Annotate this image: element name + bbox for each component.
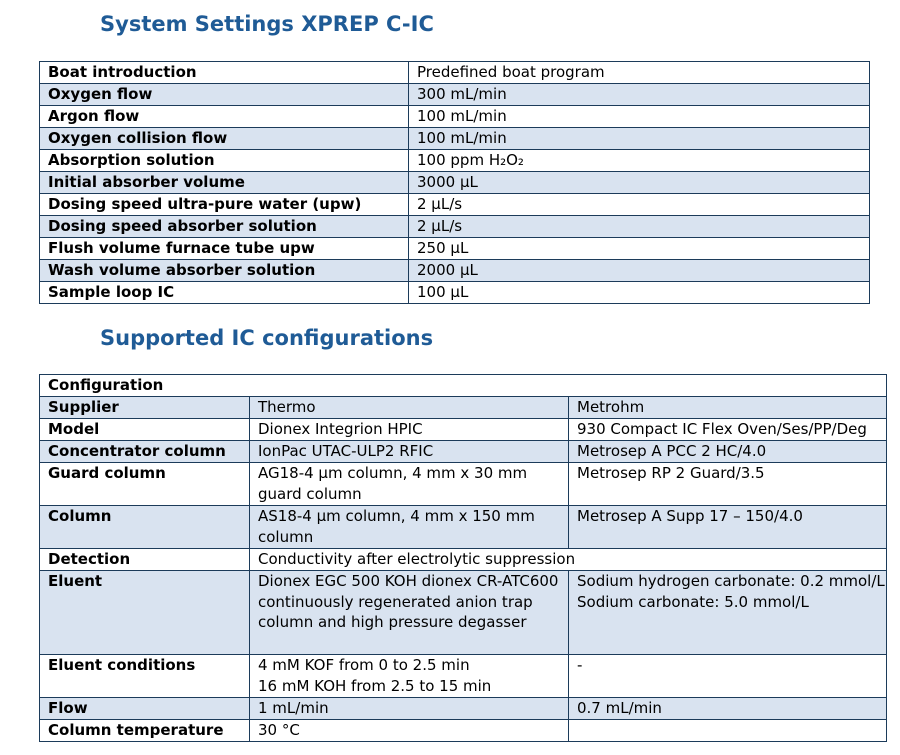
shared-value: Conductivity after electrolytic suppression — [250, 549, 887, 571]
table-row — [40, 150, 870, 172]
thermo-value: 30 °C — [250, 720, 569, 742]
config-label: Eluent conditions — [40, 655, 250, 698]
setting-label: Dosing speed ultra-pure water (upw) — [40, 194, 409, 216]
setting-label: Dosing speed absorber solution — [40, 216, 409, 238]
metrohm-value — [569, 720, 887, 742]
table-row — [40, 106, 870, 128]
thermo-value: Thermo — [250, 397, 569, 419]
table-row — [40, 238, 870, 260]
eluent-condition-line: 16 mM KOH from 2.5 to 15 min — [258, 676, 492, 695]
setting-label: Oxygen collision flow — [40, 128, 409, 150]
config-label: Model — [40, 419, 250, 441]
table-row — [40, 128, 870, 150]
metrohm-value: Metrohm — [569, 397, 887, 419]
metrohm-value: 0.7 mL/min — [569, 698, 887, 720]
metrohm-value: Metrosep A Supp 17 – 150/4.0 — [569, 506, 887, 549]
thermo-value — [250, 655, 569, 698]
table-row — [40, 571, 887, 655]
config-label: Guard column — [40, 463, 250, 506]
setting-value: 3000 µL — [409, 172, 870, 194]
setting-label: Sample loop IC — [40, 282, 409, 304]
thermo-value: Dionex Integrion HPIC — [250, 419, 569, 441]
config-label: Column — [40, 506, 250, 549]
table-row — [40, 419, 887, 441]
system-settings-title: System Settings XPREP C-IC — [100, 12, 434, 36]
metrohm-value — [569, 571, 887, 655]
ic-configurations-title: Supported IC configurations — [100, 326, 434, 350]
config-label: Detection — [40, 549, 250, 571]
setting-label: Flush volume furnace tube upw — [40, 238, 409, 260]
table-row — [40, 194, 870, 216]
setting-value: 100 µL — [409, 282, 870, 304]
metrohm-value: 930 Compact IC Flex Oven/Ses/PP/Deg — [569, 419, 887, 441]
setting-label: Argon flow — [40, 106, 409, 128]
metrohm-value: Metrosep RP 2 Guard/3.5 — [569, 463, 887, 506]
config-label: Eluent — [40, 571, 250, 655]
table-row — [40, 62, 870, 84]
config-label: Concentrator column — [40, 441, 250, 463]
table-row — [40, 397, 887, 419]
table-row — [40, 260, 870, 282]
eluent-condition-line: 4 mM KOF from 0 to 2.5 min — [258, 656, 470, 674]
ic-configurations-table — [39, 374, 887, 742]
table-row — [40, 375, 887, 397]
setting-value: 100 mL/min — [409, 128, 870, 150]
table-row — [40, 463, 887, 506]
thermo-value: 1 mL/min — [250, 698, 569, 720]
setting-label: Absorption solution — [40, 150, 409, 172]
table-row — [40, 172, 870, 194]
setting-value: 100 ppm H₂O₂ — [409, 150, 870, 172]
thermo-value: Dionex EGC 500 KOH dionex CR-ATC600 continuously regenerated anion trap column and high pressure degasser — [250, 571, 569, 655]
setting-label: Oxygen flow — [40, 84, 409, 106]
metrohm-eluent-line: Sodium hydrogen carbonate: 0.2 mmol/L — [577, 572, 885, 590]
configuration-header: Configuration — [40, 375, 887, 397]
table-row — [40, 216, 870, 238]
table-row — [40, 720, 887, 742]
table-row — [40, 655, 887, 698]
table-row — [40, 506, 887, 549]
table-row — [40, 698, 887, 720]
config-label: Column temperature — [40, 720, 250, 742]
setting-value: 2000 µL — [409, 260, 870, 282]
thermo-value: IonPac UTAC-ULP2 RFIC — [250, 441, 569, 463]
metrohm-value: - — [569, 655, 887, 698]
table-row — [40, 549, 887, 571]
table-row — [40, 84, 870, 106]
setting-label: Initial absorber volume — [40, 172, 409, 194]
setting-value: 2 µL/s — [409, 194, 870, 216]
setting-value: 2 µL/s — [409, 216, 870, 238]
metrohm-eluent-line: Sodium carbonate: 5.0 mmol/L — [577, 592, 809, 611]
setting-value: 100 mL/min — [409, 106, 870, 128]
setting-label: Boat introduction — [40, 62, 409, 84]
metrohm-value: Metrosep A PCC 2 HC/4.0 — [569, 441, 887, 463]
table-row — [40, 441, 887, 463]
setting-value: 250 µL — [409, 238, 870, 260]
setting-value: 300 mL/min — [409, 84, 870, 106]
config-label: Flow — [40, 698, 250, 720]
system-settings-table — [39, 61, 870, 304]
setting-value: Predefined boat program — [409, 62, 870, 84]
setting-label: Wash volume absorber solution — [40, 260, 409, 282]
config-label: Supplier — [40, 397, 250, 419]
thermo-value: AS18-4 µm column, 4 mm x 150 mm column — [250, 506, 569, 549]
table-row — [40, 282, 870, 304]
thermo-value: AG18-4 µm column, 4 mm x 30 mm guard column — [250, 463, 569, 506]
